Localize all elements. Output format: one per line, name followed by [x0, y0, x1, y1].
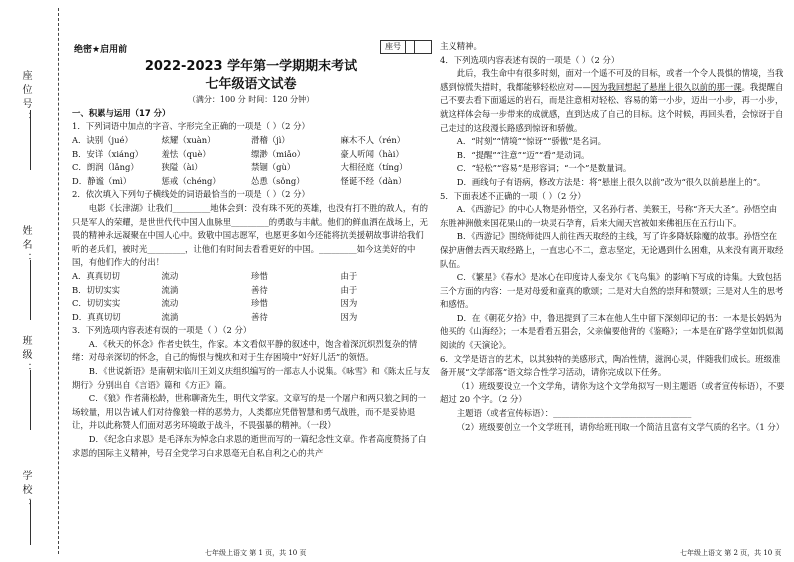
q1-option-row [72, 161, 430, 175]
name-blank[interactable] [30, 260, 31, 320]
binding-line [58, 8, 59, 554]
option-word: 惩戒（chéng） [161, 175, 221, 186]
option-word: 流动 [161, 270, 179, 281]
q1-option-row [72, 134, 430, 148]
name-label: 姓名： [20, 225, 31, 267]
q1-option-row [72, 148, 430, 162]
q3-option-a: A．《秋天的怀念》作者史铁生，作家。本文看似平静的叙述中，饱含着深沉炽烈复杂的情绪：对母亲深切的怀念，自己的悔恨与愧疚和对于生存困境中“好好儿活”的领悟。 [72, 338, 418, 363]
option-word: 豪人听闻（hài） [340, 148, 404, 159]
seat-blank[interactable] [30, 110, 31, 170]
q3-option-b: B．《世说新语》是南朝宋临川王刘义庆组织编写的一部志人小说集。《咏雪》和《陈太丘与友期行》分别出自《言语》篇和《方正》篇。 [72, 366, 430, 390]
question-3: 3．下列选项内容表述有误的一项是（ ）（2 分） [72, 325, 252, 336]
question-5: 5．下面表述不正确的一项（ ）（2 分） [440, 190, 586, 201]
q3-option-d: D．《纪念白求恩》是毛泽东为悼念白求恩的逝世而写的一篇纪念性文章。作者高度赞扬了白求恩的国际主义精神，号召全党学习白求恩毫无自私自利之心的共产 [72, 434, 427, 458]
option-word: 由于 [340, 270, 358, 281]
q6-part-1: （1）班级要设立一个文学角，请你为这个文学角拟写一则主题语（或者宣传标语），不要超过 20 个字。（2 分） [440, 380, 785, 405]
option-word: 流动 [161, 298, 179, 309]
q4-option-d: D．画线句子有语病，修改方法是：将“悬崖上很久以前”改为“很久以前悬崖上的”。 [456, 176, 766, 187]
q6-answer-line[interactable]: 主题语（或者宣传标语）：_________________________________ [456, 408, 692, 419]
continued-text: 主义精神。 [440, 41, 482, 51]
section-heading: 一、积累与运用（17 分） [72, 107, 171, 118]
option-word: 流淌 [161, 311, 179, 322]
option-word: 流淌 [161, 284, 179, 295]
option-word: 炫耀（xuàn） [161, 134, 216, 145]
underlined-sentence: 因为我回想起了悬崖上很久以前的那一课 [590, 81, 742, 92]
class-blank[interactable] [30, 370, 31, 430]
option-word: 狭隘（ài） [161, 162, 203, 173]
seat-box-cell[interactable] [406, 41, 415, 53]
option-word: B．安详（xiáng） [72, 148, 144, 159]
option-word: C．切切实实 [72, 298, 121, 309]
option-word: 大相径庭（tíng） [340, 162, 408, 173]
q2-option-row [72, 270, 430, 284]
class-label: 班级： [20, 335, 31, 377]
option-word: C．朗润（lǎng） [72, 162, 139, 173]
option-word: 由于 [340, 284, 358, 295]
q6-part-2: （2）班级要创立一个文学班刊，请你给班刊取一个简洁且富有文学气质的名字。（1 分） [456, 421, 785, 432]
question-2: 2．依次填入下列句子横线处的词语最恰当的一项是（ ）（2 分） [72, 189, 310, 200]
q2-option-row [72, 297, 430, 311]
option-word: 羞怯（què） [161, 148, 211, 159]
question-4-passage [440, 67, 785, 135]
option-word: A．诀别（jué） [72, 134, 133, 145]
option-word: 因为 [340, 298, 358, 309]
seat-number-label: 座位号： [20, 70, 31, 126]
option-word: 善待 [251, 311, 268, 322]
option-word: 因为 [340, 311, 358, 322]
exam-title: 2022-2023 学年第一学期期末考试 [144, 59, 358, 74]
school-blank[interactable] [30, 500, 31, 545]
q5-option-d: D．在《朝花夕拾》中，鲁迅提到了三本在他人生中留下深刻印记的书：一本是长妈妈为他买的《山海经》；一本是看看五猖会，父亲偏要他背的《鉴略》；一本是在矿路学堂如饥似渴阅读的《天演论》。 [440, 312, 784, 351]
exam-meta: （满分：100 分 时间：120 分钟） [187, 95, 315, 105]
exam-subtitle: 七年级语文试卷 [205, 76, 297, 92]
q5-option-b: B．《西游记》围绕师徒四人前往西天取经的主线，写了许多降妖除魔的故事。孙悟空在保护唐僧去西天取经路上，一直忠心不二，意志坚定，无论遇到什么困难，从来没有离开取经队伍。 [440, 231, 784, 269]
q1-option-row [72, 175, 430, 189]
passage-text: 此后，我生命中有很多时刻，面对一个遥不可及的目标，或者一个令人畏惧的情境，当我感到惊慌失措时，我都能够轻松应对—— [440, 68, 784, 92]
right-column [440, 40, 785, 434]
option-word: 滑稽（jì） [251, 134, 290, 145]
option-word: 怂恿（sǒng） [251, 175, 305, 186]
q2-option-row [72, 311, 430, 325]
q5-option-a: A．《西游记》的中心人物是孙悟空，又名孙行者、美猴王，号称“齐天大圣”。孙悟空由东胜神洲傲来国花果山的一块灵石孕育，后来大闹天宫被如来佛祖压在五行山下。 [440, 204, 778, 228]
option-word: 珍惜 [251, 298, 268, 309]
q4-option-a: A．“时刻”“情境”“惊讶”“骄傲”是名词。 [456, 136, 606, 147]
question-4: 4．下列选项内容表述有误的一项是（ ）（2 分） [440, 54, 620, 65]
binding-margin [0, 0, 68, 562]
option-word: 怪诞不经（dàn） [340, 175, 407, 186]
seat-box [380, 40, 432, 54]
option-word: D．静谧（mì） [72, 175, 132, 186]
option-word: 缥渺（miǎo） [251, 148, 306, 159]
option-word: 禁锢（gù） [251, 162, 296, 173]
option-word: 珍惜 [251, 270, 268, 281]
option-word: D．真真切切 [72, 311, 121, 322]
passage-text: 。我提醒自己不要去看下面遥远的岩石，而是注意相对轻松、容易的第一小步，迈出一小步，再一小步，就这样体会每一步带来的成就感，直到达成了自己的目标。这个时候，再回头看，会惊讶于自己走过的这段漫长路感到惊讶和骄傲。 [440, 81, 784, 133]
school-label: 学校： [20, 470, 31, 512]
question-2-text: 电影《长津湖》让我们_________地体会到：没有珠不死的英雄，也没有打不胜的敌人，有的只是军人的荣耀，是世世代代中国人血脉里_________的勇敢与丰献。他们的鲜血洒在战场上，无畏的精神永远凝聚在中国人心中。致敬中国志愿军，也愿更多如今还能将抗美援朝故事讲给我们听的老兵们，被时光_________，让他们有时间去看看更好的中国。_________如今这美好的中国，有他们作大的付出！ [72, 202, 428, 268]
left-column [72, 58, 430, 460]
page-footer-left: 七年级上语文 第 1 页，共 10 页 [205, 549, 307, 557]
option-word: 善待 [251, 284, 268, 295]
q5-option-c: C．《繁星》《春水》是冰心在印度诗人泰戈尔《飞鸟集》的影响下写成的诗集。大致包括三个方面的内容：一是对母爱和童真的歌颂；二是对大自然的崇拜和赞颂；三是对人生的思考和感悟。 [440, 272, 784, 310]
option-word: A．真真切切 [72, 270, 120, 281]
q3-option-c: C．《狼》作者蒲松龄，世称聊斋先生，明代文学家。文章写的是一个屠户和两只狼之间的一场较量，用以告诫人们对待像狼一样的恶势力，人类都应凭借智慧和勇气战胜，而不是妥协退让，并以此称赞人们面对恶劣环境敢于战斗，不畏强暴的精神。（一段） [72, 393, 427, 431]
q4-option-b: B．“提醒”“注意”“迈”“看”是动词。 [456, 149, 590, 160]
option-word: B．切切实实 [72, 284, 121, 295]
option-word: 麻木不人（rén） [340, 134, 406, 145]
page-footer-right: 七年级上语文 第 2 页，共 10 页 [680, 549, 782, 557]
seat-box-label: 座号 [381, 41, 406, 53]
q4-option-c: C．“轻松”“容易”是形容词；“一个”是数量词。 [456, 163, 632, 174]
q2-option-row [72, 284, 430, 298]
question-1: 1．下列词语中加点的字音、字形完全正确的一项是（ ）（2 分） [72, 121, 310, 132]
question-6: 6．文学是语言的艺术，以其独特的美感形式，陶冶性情，滋润心灵，伴随我们成长。班级准备开展“文学部落”语文综合性学习活动，请你完成以下任务。 [440, 353, 781, 378]
seat-box-cell[interactable] [415, 41, 431, 53]
secret-mark: 绝密★启用前 [74, 45, 128, 55]
